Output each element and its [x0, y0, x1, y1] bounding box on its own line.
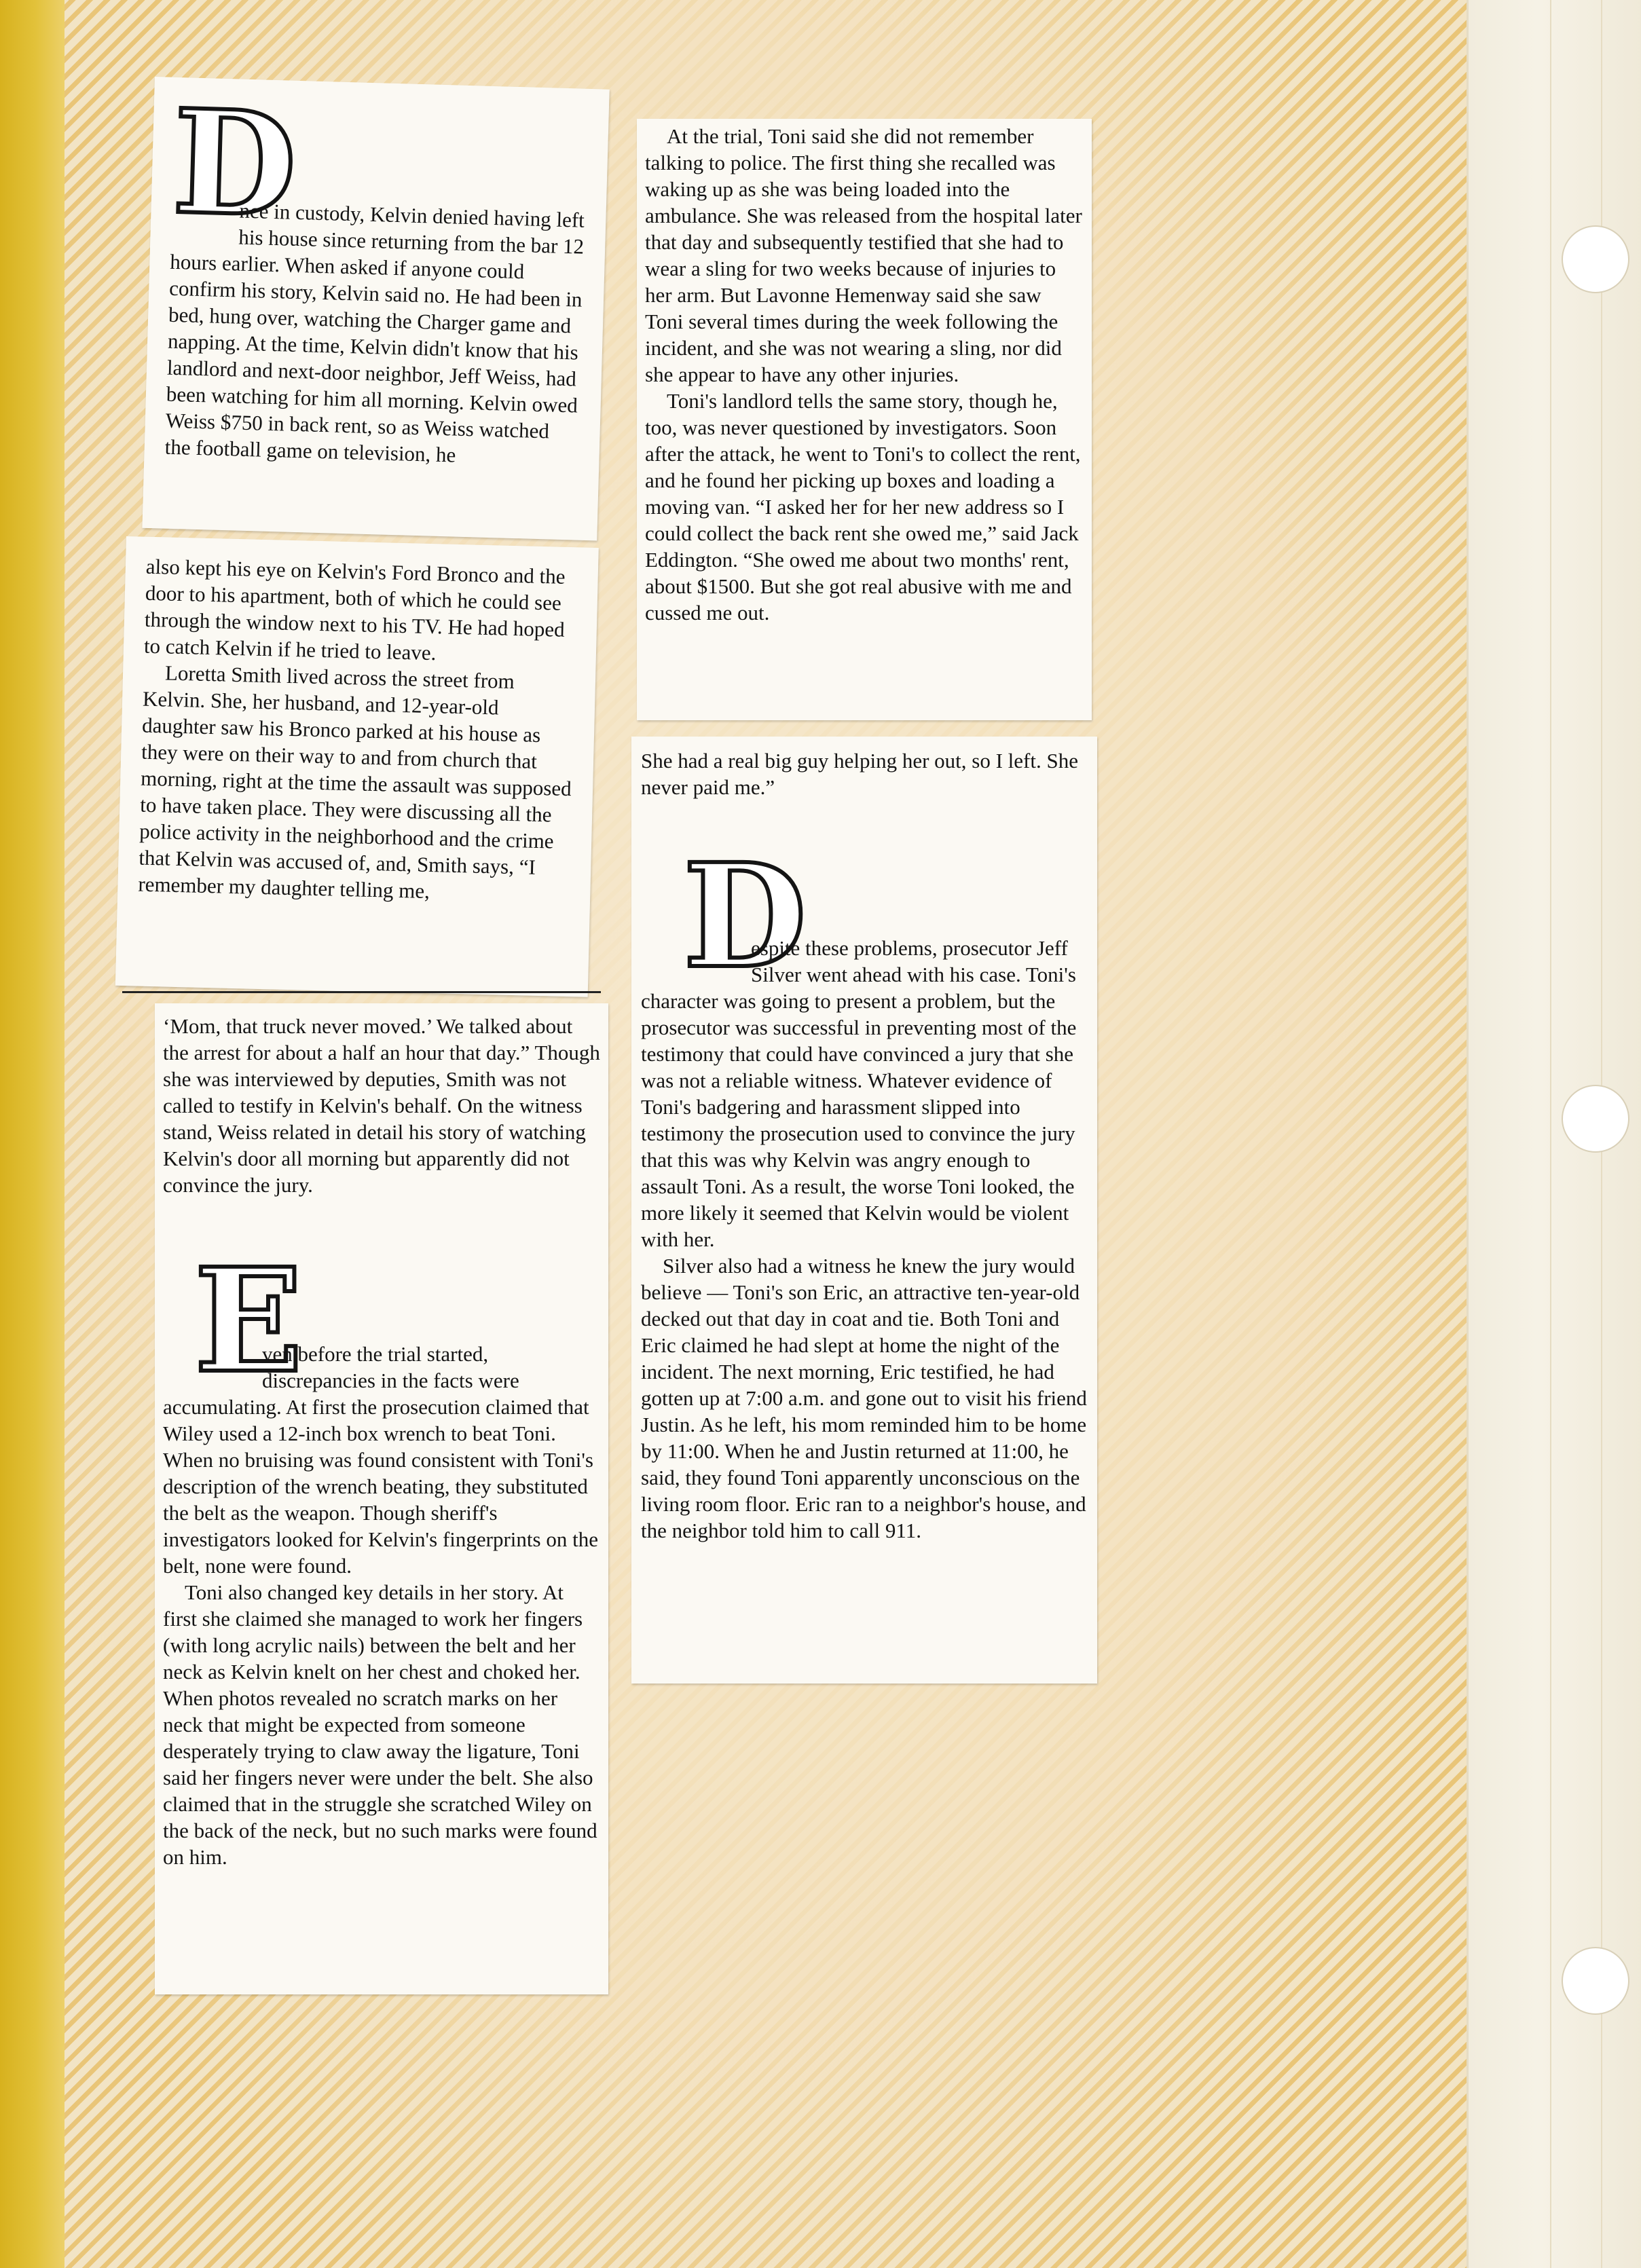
paragraph: nce in custody, Kelvin denied having left his house since returning from the bar 12 hours earlier. When asked if anyone could confirm his story, Kelvin said no. He had been in bed, hung over, watching the Charger game and napping. At the time, Kelvin didn't know that his landlord and next-door neighbor, Jeff Weiss, had been watching for him all morning. Kelvin owed Weiss $750 in back rent, so as Weiss watched the football game on television, he	[164, 198, 585, 467]
dropcap-letter: E	[194, 1237, 303, 1405]
paragraph: also kept his eye on Kelvin's Ford Bronco and the door to his apartment, both of which he could see through the window next to his TV. He had hoped to catch Kelvin if he tried to leave.	[143, 554, 566, 665]
paragraph: At the trial, Toni said she did not remember talking to police. The first thing she recalled was waking up as she was being loaded into the ambulance. She was released from the hospital later that day and subsequently testified that she had to wear a sling for two weeks because of injuries to her arm. But Lavonne Hemenway said she saw Toni several times during the week following the incident, and she was not wearing a sling, nor did she appear to have any other injuries.	[645, 124, 1082, 386]
strip-fold-line	[1550, 0, 1551, 2268]
clipping-despite-problems	[631, 737, 1097, 1684]
paragraph: espite these problems, prosecutor Jeff Silver went ahead with his case. Toni's character was going to present a problem, but the prosecutor was successful in preventing most of the testimony that could have convinced a jury that she was not a reliable witness. Whatever evidence of Toni's badgering and harassment slipped into testimony the prosecution used to convince the jury that this was why Kelvin was angry enough to assault Toni. As a result, the worse Toni looked, the more likely it seemed that Kelvin would be violent with her.	[641, 936, 1077, 1251]
binder-hole	[1562, 1947, 1629, 2015]
paragraph: Toni's landlord tells the same story, though he, too, was never questioned by investigators. Soon after the attack, he went to Toni's to collect the rent, and he found her picking up boxes and loading a moving van. “I asked her for her new address so I could collect the back rent she owed me,” said Jack Eddington. “She owed me about two months' rent, about $1500. But she got real abusive with me and cussed me out.	[645, 389, 1081, 625]
clipping-at-the-trial	[637, 119, 1092, 720]
paragraph: Toni also changed key details in her story. At first she claimed she managed to work her fingers (with long acrylic nails) between the belt and her neck as Kelvin knelt on her chest and choked her. When photos revealed no scratch marks on her neck that might be expected from someone desperately trying to claw away the ligature, Toni said her fingers never were under the belt. She also claimed that in the struggle she scratched Wiley on the back of the neck, but no such marks were found on him.	[163, 1580, 597, 1869]
paragraph: She had a real big guy helping her out, so I left. She never paid me.”	[641, 749, 1078, 799]
clipping-custody	[142, 77, 609, 540]
paragraph: ‘Mom, that truck never moved.’ We talked about the arrest for about a half an hour that day.” Though she was interviewed by deputies, Smith was not called to testify in Kelvin's behalf. On the witness stand, Weiss related in detail his story of watching Kelvin's door all morning but apparently did not convince the jury.	[163, 1014, 600, 1197]
page-edge	[0, 0, 64, 2268]
clipping-trial-discrepancies	[155, 1003, 608, 1994]
binder-hole	[1562, 225, 1629, 293]
dropcap-letter: D	[170, 77, 299, 249]
paragraph: ven before the trial started, discrepancies in the facts were accumulating. At first the prosecution claimed that Wiley used a 12-inch box wrench to beat Toni. When no bruising was found consistent with Toni's description of the wrench beating, they substituted the belt as the weapon. Though sheriff's investigators looked for Kelvin's fingerprints on the belt, none were found.	[163, 1342, 598, 1578]
divider-rule	[122, 991, 601, 993]
clipping-bronco	[115, 536, 599, 997]
dropcap-letter: D	[683, 832, 807, 1000]
binder-hole	[1562, 1085, 1629, 1153]
paragraph: Silver also had a witness he knew the jury would believe — Toni's son Eric, an attractive ten-year-old decked out that day in coat and tie. Both Toni and Eric claimed he had slept at home the night of the incident. The next morning, Eric testified, he had gotten up at 7:00 a.m. and gone out to visit his friend Justin. As he left, his mom reminded him to be home by 11:00. When he and Justin returned at 11:00, he said, they found Toni apparently unconscious on the living room floor. Eric ran to a neighbor's house, and the neighbor told him to call 911.	[641, 1254, 1087, 1542]
paragraph: Loretta Smith lived across the street from Kelvin. She, her husband, and 12-year-old daughter saw his Bronco parked at his house as they were on their way to and from church that morning, right at the time the assault was supposed to have taken place. They were discussing all the police activity in the neighborhood and the crime that Kelvin was accused of, and, Smith says, “I remember my daughter telling me,	[138, 661, 572, 904]
